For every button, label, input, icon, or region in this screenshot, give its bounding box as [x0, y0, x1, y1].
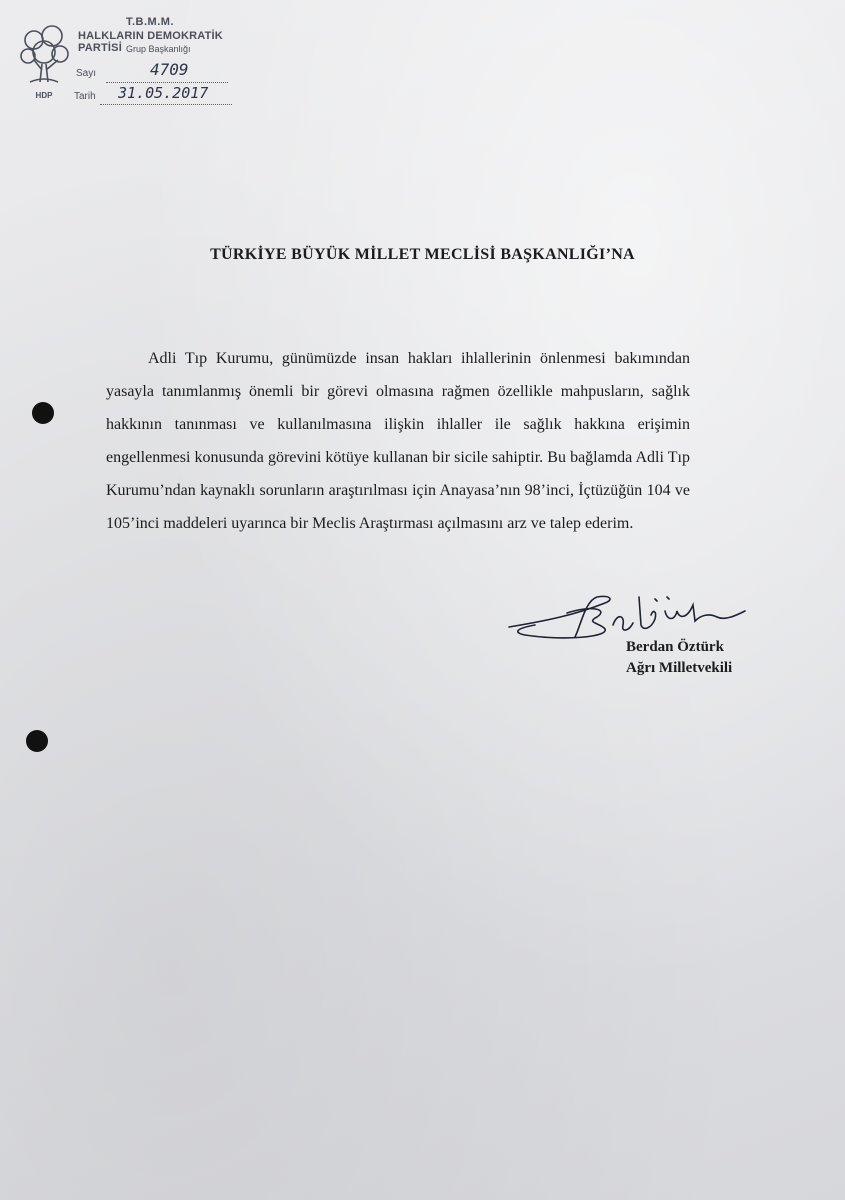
stamp-number-line — [106, 82, 228, 83]
stamp-line-tbmm: T.B.M.M. — [126, 16, 174, 28]
tree-logo-icon — [18, 20, 70, 104]
stamp-date-value: 31.05.2017 — [118, 84, 209, 102]
punch-hole — [26, 730, 48, 752]
signer-name: Berdan Öztürk — [626, 639, 724, 655]
stamp-line-group: Grup Başkanlığı — [126, 44, 191, 54]
official-stamp — [8, 14, 258, 104]
signer-block — [626, 637, 732, 679]
stamp-date-label: Tarih — [74, 91, 96, 102]
stamp-number-label: Sayı — [76, 68, 97, 79]
punch-hole — [32, 402, 54, 424]
handwritten-signature — [505, 585, 755, 645]
stamp-number-value: 4709 — [150, 60, 189, 79]
stamp-date-line — [100, 104, 232, 105]
document-body: Adli Tıp Kurumu, günümüzde insan hakları ihlallerinin önlenmesi bakımından yasayla tanımlanmış önemli bir görevi olmasına rağmen özellikle mahpusların, sağlık hakkının tanınması ve kullanılmasına ilişkin ihlaller ile sağlık hakkına erişimin engellenmesi konusunda görevini kötüye kullanan bir sicile sahiptir. Bu bağlamda Adli Tıp Kurumu’ndan kaynaklı sorunların araştırılması için Anayasa’nın 98’inci, İçtüzüğün 104 ve 105’inci maddeleri uyarınca bir Meclis Araştırması açılmasını arz ve talep ederim. — [106, 350, 690, 532]
document-title: TÜRKİYE BÜYÜK MİLLET MECLİSİ BAŞKANLIĞI’NA — [210, 246, 635, 263]
logo-text: HDP — [35, 91, 53, 100]
stamp-line-party: HALKLARIN DEMOKRATİK PARTİSİ — [78, 30, 223, 54]
signer-role: Ağrı Milletvekili — [626, 660, 733, 676]
